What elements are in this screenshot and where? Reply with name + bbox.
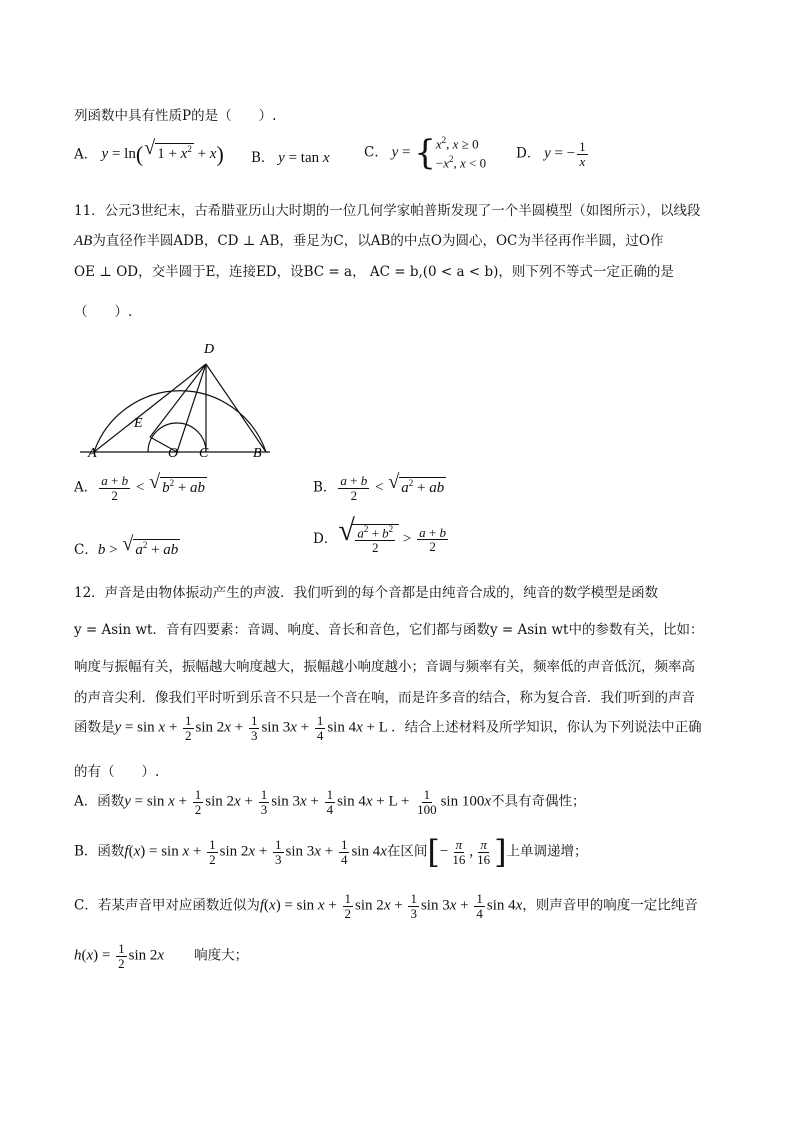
q10-option-c: C． y = { $x^2$, x ≥ 0 $-x^2$, x < 0 xyxy=(364,132,487,173)
q11-stem-line4: （ ）. xyxy=(74,304,133,320)
q11-option-d: D． √ $\frac{a^2 + b^2}{2}$ > $\frac{a + b}{2}$ xyxy=(313,514,446,555)
q12-stem-line5: 函数是y = sin x + $\frac{1}{2}$ sin 2x + $\frac{1}{3}$ sin 3x + $\frac{1}{4}$ sin 4x + L ．结合上述材料及所学知识，你认为下列说法中正确 xyxy=(74,713,702,743)
q12-stem-line3: 响度与振幅有关，振幅越大响度越大，振幅越小响度越小；音调与频率有关，频率低的声音低沉，频率高 xyxy=(74,659,695,675)
q10-option-d: D． y = − $\frac{1}{x}$ xyxy=(516,139,586,169)
label-d: D xyxy=(204,342,215,357)
q10-option-a: A． y = ln( √ $1 + x^2 + x$) xyxy=(74,137,224,167)
label-c: C xyxy=(199,446,209,460)
q11-option-c: C．b > √ $a^2$ + ab xyxy=(74,533,179,558)
q12-stem-line6: 的有（ ）. xyxy=(74,764,160,780)
label-b: B xyxy=(253,446,262,460)
q11-stem-line1: 11．公元3世纪末，古希腊亚历山大时期的一位几何学家帕普斯发现了一个半圆模型（如图所示），以线段 xyxy=(74,203,701,219)
q10-option-b: B． y = tan x xyxy=(251,150,330,166)
q11-stem-line2: AB为直径作半圆ADB，CD ⊥ AB，垂足为C，以AB的中点O为圆心，OC为半径再作半圆，过O作 xyxy=(74,233,664,249)
q11-option-b: B． $\frac{a + b}{2}$ < √ $a^2$ + ab xyxy=(313,470,445,503)
label-a: A xyxy=(88,446,97,460)
q12-option-b: B．函数f(x) = sin x + $\frac{1}{2}$ sin 2x + $\frac{1}{3}$ sin 3x + $\frac{1}{4}$ sin 4x在区间[− $\frac{\pi}{16}$ , $\frac{\pi}{16}$ ]上单调递增； xyxy=(74,833,588,871)
q12-stem-line1: 12．声音是由物体振动产生的声波．我们听到的每个音都是由纯音合成的，纯音的数学模型是函数 xyxy=(74,585,659,601)
q11-option-a: A． $\frac{a + b}{2}$ < √ $b^2$ + ab xyxy=(74,470,206,503)
label-e: E xyxy=(134,416,143,431)
q11-stem-line3: OE ⊥ OD，交半圆于E，连接ED，设BC = a， AC = b,(0 < a < b)，则下列不等式一定正确的是 xyxy=(74,264,674,280)
semicircle-figure xyxy=(70,336,280,460)
q12-option-c: C．若某声音甲对应函数近似为f(x) = sin x + $\frac{1}{2}$ sin 2x + $\frac{1}{3}$ sin 3x + $\frac{1}{4}$ sin 4x，则声音甲的响度一定比纯音 xyxy=(74,891,698,921)
q12-option-c-line2: h(x) = $\frac{1}{2}$ sin 2x 响度大； xyxy=(74,941,249,971)
q10-stem: 列函数中具有性质P的是（ ）. xyxy=(74,108,277,124)
label-o: O xyxy=(168,446,179,460)
q12-stem-line2: y = Asin wt．音有四要素：音调、响度、音长和音色，它们都与函数y = Asin wt中的参数有关，比如： xyxy=(74,622,704,638)
q12-option-a: A．函数y = sin x + $\frac{1}{2}$ sin 2x + $\frac{1}{3}$ sin 3x + $\frac{1}{4}$ sin 4x + L + $\frac{1}{100}$ sin 100x不具有奇偶性； xyxy=(74,787,586,817)
q12-stem-line4: 的声音尖利．像我们平时听到乐音不只是一个音在响，而是许多音的结合，称为复合音．我们听到的声音 xyxy=(74,690,695,706)
